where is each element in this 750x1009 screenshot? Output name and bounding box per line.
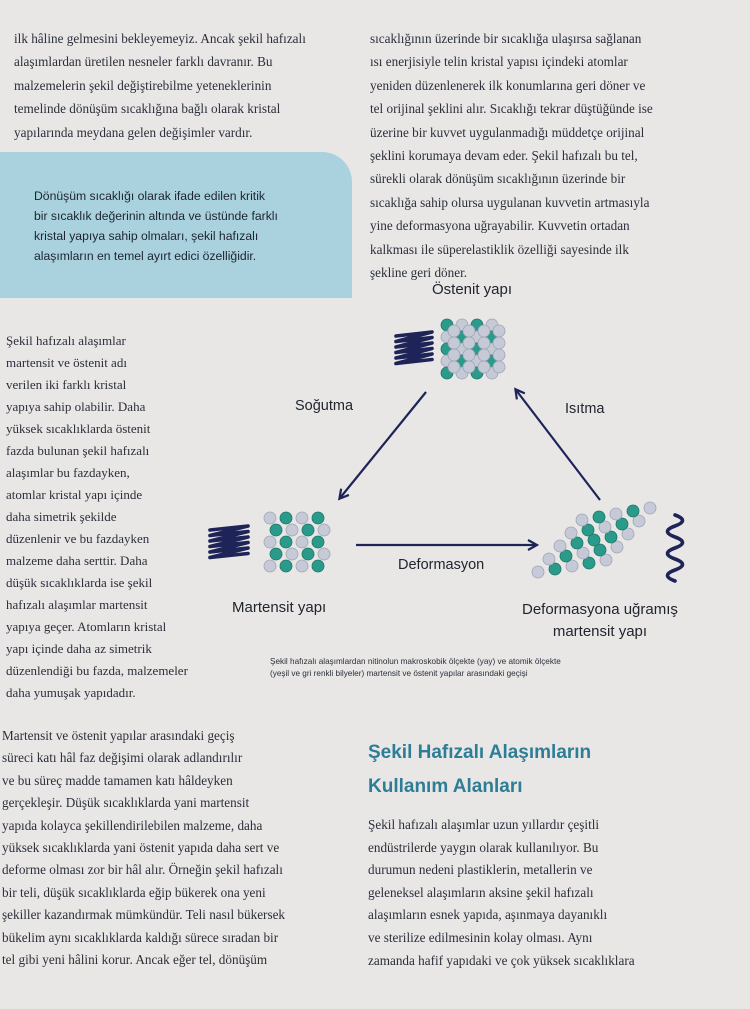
paragraph-bottom-right [368, 814, 635, 972]
text-line: bir teli, düşük sıcaklıklarda eğip bükerek ona yeni [2, 884, 266, 900]
text-line: sıcaklığa sahip olursa uygulanan kuvvetin artmasıyla [370, 194, 650, 210]
gray-atom [286, 524, 298, 536]
teal-atom [280, 560, 292, 572]
text-line: şeklini korumaya devam eder. Şekil hafızalı bu tel, [370, 148, 638, 164]
text-line: yine deformasyona uğrayabilir. Kuvvetin ortadan [370, 218, 630, 234]
gray-atom [296, 512, 308, 524]
text-line: düzenlenir ve bu fazdayken [6, 531, 150, 546]
gray-atom [610, 508, 622, 520]
martensite-spring-icon [210, 526, 248, 558]
gray-atom [264, 512, 276, 524]
teal-atom [302, 548, 314, 560]
text-line: gerçekleşir. Düşük sıcaklıklarda yani martensit [2, 795, 250, 811]
text-line: durumun nedeni plastiklerin, metallerin ve [368, 862, 593, 878]
deformed-spring-icon [668, 515, 683, 581]
gray-atom [463, 325, 475, 337]
caption-line: (yeşil ve gri renkli bilyeler) martensit ve östenit yapılar arasındaki geçişi [270, 669, 528, 678]
text-line: verilen iki farklı kristal [6, 377, 127, 392]
text-line: süreci katı hâl faz değişimi olarak adlandırılır [2, 750, 243, 766]
teal-atom [312, 536, 324, 548]
text-line: yapı içinde daha az simetrik [6, 641, 152, 656]
text-line: yeniden düzenlenerek ilk konumlarına geri döner ve [370, 77, 646, 93]
gray-atom [463, 349, 475, 361]
text-line: düzenlendiği bu fazda, malzemeler [6, 663, 188, 678]
text-line: ilk hâline gelmesini bekleyemeyiz. Ancak şekil hafızalı [14, 31, 306, 46]
text-line: sürekli olarak dönüşüm sıcaklığının üzerinde bir [370, 171, 626, 187]
heating-label: Isıtma [565, 401, 605, 417]
gray-atom [318, 524, 330, 536]
gray-atom [478, 325, 490, 337]
text-line: yüksek sıcaklıklarda yani östenit yapıda daha sert ve [2, 840, 280, 856]
text-line: zamanda hafif yapıdaki ve çok yüksek sıcaklıklara [368, 952, 635, 968]
callout-line: bir sıcaklık değerinin altında ve üstünde farklı [34, 209, 278, 223]
text-line: daha simetrik şekilde [6, 509, 117, 524]
gray-atom [463, 361, 475, 373]
text-line: daha yumuşak yapıdadır. [6, 685, 136, 700]
text-line: hafızalı alaşımlar martensit [6, 597, 148, 612]
text-line: şekline geri döner. [370, 265, 468, 281]
deformed-label-line1: Deformasyona uğramış [522, 601, 678, 618]
deformed-label-line2: martensit yapı [552, 623, 648, 640]
text-line: yapıya sahip olabilir. Daha [6, 399, 146, 414]
teal-atom [312, 560, 324, 572]
austenite-spring-icon [396, 332, 432, 364]
gray-atom [448, 361, 460, 373]
teal-atom [270, 524, 282, 536]
teal-atom [302, 524, 314, 536]
paragraph-bottom-left [2, 725, 285, 971]
gray-atom [318, 548, 330, 560]
gray-atom [493, 337, 505, 349]
gray-atom [264, 560, 276, 572]
text-line: tel gibi yeni hâlini korur. Ancak eğer tel, dönüşüm [2, 952, 268, 968]
text-line: şekiller kazandırmak mümkündür. Teli nasıl bükersek [2, 907, 286, 923]
text-line: kalkması ile süperelastiklik özelliği sayesinde ilk [370, 241, 629, 257]
caption-line: Şekil hafızalı alaşımlardan nitinolun makroskobik ölçekte (yay) ve atomik ölçekte [270, 657, 561, 666]
text-line: endüstrilerde yaygın olarak kullanılıyor. Bu [368, 839, 599, 855]
callout-line: alaşımların en temel ayırt edici özelliğidir. [34, 249, 257, 263]
text-line: ve sterilize edilmesinin kolay olması. Aynı [368, 929, 593, 945]
text-line: ve bu süreç madde tamamen katı hâldeyken [2, 772, 233, 788]
text-line: martensit ve östenit adı [6, 355, 127, 370]
gray-atom [554, 540, 566, 552]
teal-atom [280, 536, 292, 548]
gray-atom [644, 502, 656, 514]
gray-atom [493, 325, 505, 337]
callout-line: kristal yapıya sahip olmaları, şekil hafızalı [34, 229, 259, 243]
text-line: Martensit ve östenit yapılar arasındaki geçiş [2, 728, 235, 743]
deformation-label: Deformasyon [398, 557, 485, 573]
gray-atom [543, 553, 555, 565]
gray-atom [463, 337, 475, 349]
text-line: Şekil hafızalı alaşımlar [6, 333, 126, 348]
gray-atom [448, 337, 460, 349]
text-line: yüksek sıcaklıklarda östenit [6, 421, 151, 436]
teal-atom [593, 511, 605, 523]
text-line: fazda bulunan şekil hafızalı [6, 443, 150, 458]
gray-atom [565, 527, 577, 539]
text-line: yapıda kolayca şekillendirilebilen malzeme, daha [2, 817, 263, 833]
gray-atom [286, 548, 298, 560]
text-line: malzeme daha serttir. Daha [6, 553, 148, 568]
text-line: Şekil hafızalı alaşımlar uzun yıllardır çeşitli [368, 817, 600, 832]
gray-atom [448, 349, 460, 361]
gray-atom [576, 514, 588, 526]
text-line: alaşımların esnek yapıda, aşınmaya dayanıklı [368, 907, 608, 923]
text-line: atomlar kristal yapı içinde [6, 487, 143, 502]
cooling-label: Soğutma [295, 398, 354, 414]
section-heading-line2: Kullanım Alanları [368, 776, 523, 797]
teal-atom [312, 512, 324, 524]
martensite-label: Martensit yapı [232, 599, 327, 616]
section-heading-line1: Şekil Hafızalı Alaşımların [368, 742, 592, 763]
text-line: bükelim aynı sıcaklıklarda kaldığı sürece sıradan bir [2, 929, 279, 945]
text-line: temelinde dönüşüm sıcaklığına bağlı olarak kristal [14, 101, 281, 117]
deformed-martensite-label [522, 599, 678, 643]
teal-atom [270, 548, 282, 560]
callout-line: Dönüşüm sıcaklığı olarak ifade edilen kritik [34, 189, 265, 203]
gray-atom [493, 349, 505, 361]
text-line: üzerine bir kuvvet uygulanmadığı müddetçe orijinal [370, 124, 645, 140]
austenite-label: Östenit yapı [432, 281, 513, 298]
text-line: yapılarında meydana gelen değişimler vardır. [14, 124, 253, 140]
gray-atom [493, 361, 505, 373]
gray-atom [296, 536, 308, 548]
text-line: geleneksel alaşımların aksine şekil hafızalı [368, 884, 594, 900]
text-line: sıcaklığının üzerinde bir sıcaklığa ulaşırsa sağlanan [370, 31, 642, 46]
gray-atom [264, 536, 276, 548]
gray-atom [448, 325, 460, 337]
gray-atom [478, 349, 490, 361]
teal-atom [280, 512, 292, 524]
text-line: malzemelerin şekil değiştirebilme yeteneklerinin [14, 77, 272, 93]
teal-atom [627, 505, 639, 517]
gray-atom [478, 337, 490, 349]
text-line: deforme olması zor bir hâl alır. Örneğin şekil hafızalı [2, 862, 283, 878]
text-line: alaşımlardan üretilen nesneler farklı davranır. Bu [14, 54, 273, 70]
text-line: tel orijinal şeklini alır. Sıcaklığı tekrar düştüğünde ise [370, 101, 653, 117]
text-line: ısı enerjisiyle telin kristal yapısı içindeki atomlar [370, 54, 628, 70]
figure-caption [270, 656, 561, 680]
text-line: alaşımlar bu fazdayken, [6, 465, 130, 480]
text-line: düşük sıcaklıklarda ise şekil [6, 575, 153, 590]
gray-atom [296, 560, 308, 572]
gray-atom [532, 566, 544, 578]
gray-atom [478, 361, 490, 373]
text-line: yapıya geçer. Atomların kristal [6, 619, 167, 634]
